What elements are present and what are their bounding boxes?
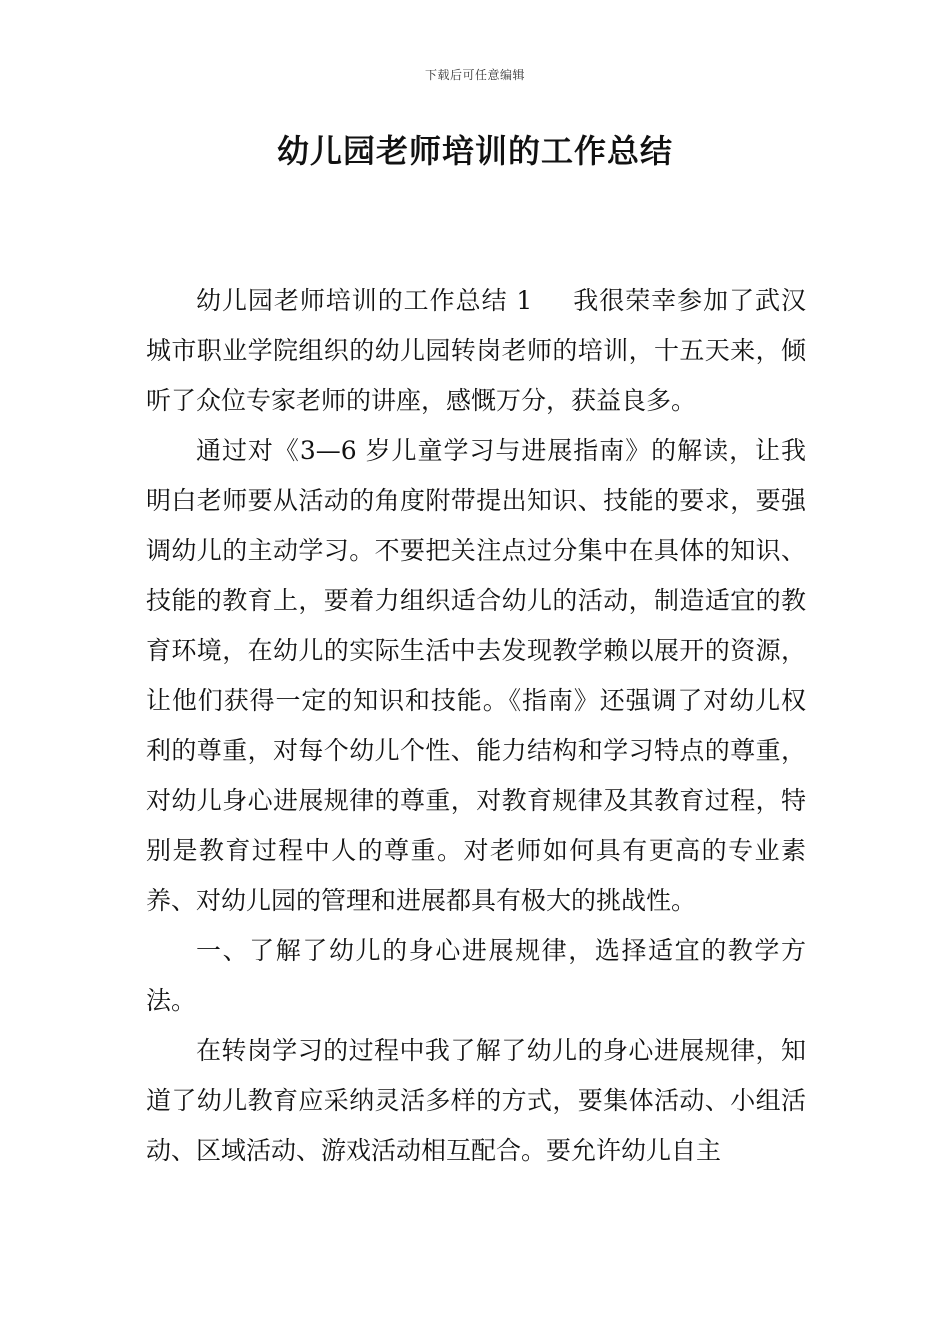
- document-title: 幼儿园老师培训的工作总结: [276, 132, 673, 170]
- paragraph-2: 通过对《3—6 岁儿童学习与进展指南》的解读，让我明白老师要从活动的角度附带提出知识、技能的要求，要强调幼儿的主动学习。不要把关注点过分集中在具体的知识、技能的教育上，要着力组织适合幼儿的活动，制造适宜的教育环境，在幼儿的实际生活中去发现教学赖以展开的资源，让他们获得一定的知识和技能。《指南》还强调了对幼儿权利的尊重，对每个幼儿个性、能力结构和学习特点的尊重，对幼儿身心进展规律的尊重，对教育规律及其教育过程，特别是教育过程中人的尊重。对老师如何具有更高的专业素养、对幼儿园的管理和进展都具有极大的挑战性。: [146, 436, 806, 915]
- paragraph-1-text: 我很荣幸参加了武汉城市职业学院组织的幼儿园转岗老师的培训，十五天来，倾听了众位专家老师的讲座，感慨万分，获益良多。: [146, 286, 806, 415]
- document-body: [146, 276, 806, 1176]
- paragraph-1-lead: 幼儿园老师培训的工作总结 1: [196, 286, 533, 315]
- paragraph-1: [146, 276, 806, 426]
- paragraph-3-heading: 一、了解了幼儿的身心进展规律，选择适宜的教学方法。: [146, 936, 806, 1015]
- paragraph-4: 在转岗学习的过程中我了解了幼儿的身心进展规律，知道了幼儿教育应采纳灵活多样的方式，要集体活动、小组活动、区域活动、游戏活动相互配合。要允许幼儿自主: [146, 1036, 806, 1165]
- header-note: 下载后可任意编辑: [424, 68, 525, 82]
